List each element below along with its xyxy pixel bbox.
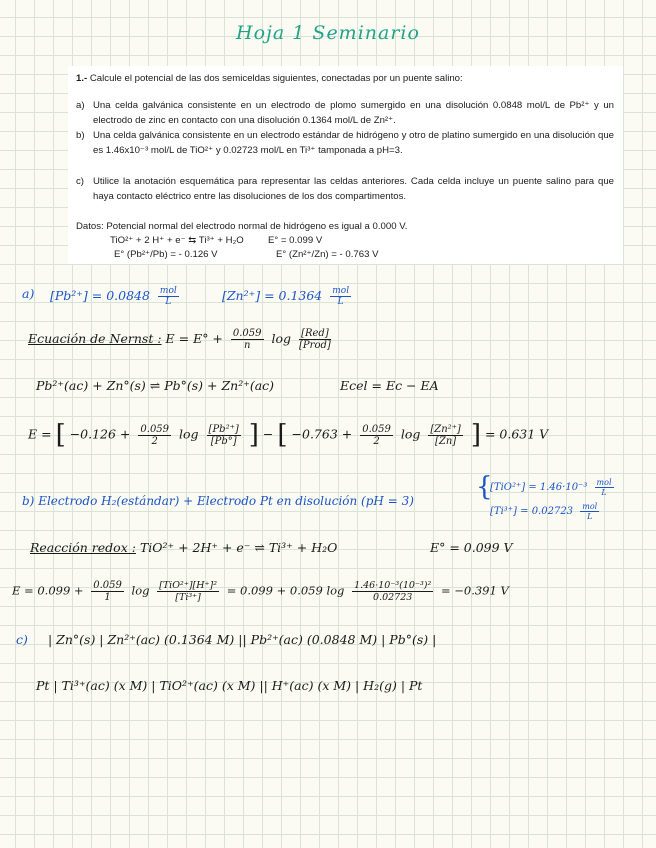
- calc-a-mid: −: [262, 426, 274, 442]
- datos-zn-e0: E° (Zn²⁺/Zn) = - 0.763 V: [276, 249, 379, 260]
- note-b-text: Electrodo H₂(estándar) + Electrodo Pt en disolución (pH = 3): [38, 494, 414, 508]
- unit-den: L: [601, 488, 607, 497]
- calc-b-frac2: [352, 580, 433, 603]
- datos-intro: Datos: Potencial normal del electrodo normal de hidrógeno es igual a 0.000 V.: [76, 221, 408, 232]
- item-c: [76, 175, 614, 204]
- datos-pb-e0: E° (Pb²⁺/Pb) = - 0.126 V: [114, 249, 218, 260]
- calc-b-frac-den: 1: [104, 592, 111, 603]
- redox-line: [30, 540, 337, 555]
- bracket-close-1: ]: [248, 420, 259, 450]
- calc-b-log: log: [131, 583, 150, 598]
- calc-b: [12, 580, 509, 603]
- problem-text: Calcule el potencial de las dos semiceldas siguientes, conectadas por un puente salino:: [89, 73, 463, 84]
- nernst-log-den: [Prod]: [299, 340, 331, 351]
- nernst-log-num: [Red]: [299, 328, 331, 340]
- redox-label: Reacción redox :: [30, 540, 136, 555]
- note-c-label: c): [16, 632, 28, 647]
- note-a-zn: [222, 286, 355, 307]
- calc-b-log-frac: [157, 580, 219, 603]
- calc-a-frac1-num: 0.059: [140, 423, 170, 435]
- nernst-log: log: [271, 331, 292, 346]
- calc-a-log1: log: [179, 426, 199, 442]
- datos-reaction: TiO²⁺ + 2 H⁺ + e⁻ ⇆ Ti³⁺ + H₂O: [110, 235, 244, 246]
- note-c-line1: | Zn°(s) | Zn²⁺(ac) (0.1364 M) || Pb²⁺(ac) (0.0848 M) | Pb°(s) |: [48, 632, 437, 647]
- ecel-eq: Ecel = Ec − EA: [340, 378, 439, 393]
- calc-a-frac2: [360, 424, 393, 447]
- calc-a-log1-den: [Pb°]: [210, 435, 237, 447]
- calc-a-frac2-num: 0.059: [362, 423, 391, 435]
- note-a-label: a): [22, 286, 35, 301]
- nernst-log-frac: [299, 328, 331, 351]
- calc-a-result: = 0.631 V: [484, 426, 549, 442]
- problem-statement: [76, 72, 616, 87]
- note-b-tio-text: [TiO²⁺] = 1.46·10⁻³: [490, 482, 588, 493]
- item-b: [76, 129, 614, 158]
- calc-b-log-den: [Ti³⁺]: [175, 592, 201, 603]
- nernst-frac-num: 0.059: [232, 328, 262, 339]
- note-b-tio-unit: [595, 478, 614, 497]
- reaction-a: Pb²⁺(ac) + Zn°(s) ⇌ Pb°(s) + Zn²⁺(ac): [36, 378, 275, 393]
- item-a-text: Una celda galvánica consistente en un electrodo de plomo sumergido en una disolución 0.0848 mol/L de Pb²⁺ y un electrodo de zinc en contacto con una disolución 0.1364 mol/L de Zn²⁺.: [93, 100, 614, 126]
- unit-den: L: [587, 512, 593, 521]
- note-a-pb-unit: [158, 286, 179, 307]
- note-b-ti: [490, 502, 603, 521]
- item-c-text: Utilice la anotación esquemática para representar las celdas anteriores. Cada celda incluye un puente salino para que haya contacto eléctrico entre las disoluciones de los dos compartimentos.: [93, 176, 614, 202]
- item-a: [76, 99, 614, 128]
- note-a-zn-unit: [330, 286, 351, 307]
- calc-a-log1-num: [Pb²⁺]: [208, 423, 239, 435]
- calc-a-log2-num: [Zn²⁺]: [430, 423, 461, 435]
- calc-a-frac2-den: 2: [373, 435, 380, 447]
- page-title: Hoja 1 Seminario: [236, 22, 420, 44]
- nernst-line: [28, 328, 335, 351]
- bracket-open-1: [: [55, 420, 66, 450]
- note-b-line: [22, 494, 414, 508]
- calc-a-frac1: [138, 424, 171, 447]
- calc-b-frac: [91, 580, 124, 603]
- redox-eq: TiO²⁺ + 2H⁺ + e⁻ ⇌ Ti³⁺ + H₂O: [139, 540, 338, 555]
- note-b-ti-unit: [580, 502, 599, 521]
- problem-sheet: [68, 66, 623, 264]
- calc-b-frac2-num: 1.46·10⁻³(10⁻³)²: [354, 580, 432, 591]
- calc-a-log2-frac: [428, 424, 462, 447]
- calc-a: [28, 420, 548, 450]
- nernst-lhs: E = E° +: [165, 331, 223, 346]
- calc-a-log1-frac: [207, 424, 241, 447]
- bracket-open-2: [: [277, 420, 288, 450]
- note-a-pb: [50, 286, 183, 307]
- item-b-label: b): [76, 130, 85, 141]
- calc-a-e: E =: [28, 426, 52, 442]
- bracket-close-2: ]: [470, 420, 481, 450]
- item-a-label: a): [76, 100, 85, 111]
- calc-b-log-num: [TiO²⁺][H⁺]²: [159, 580, 218, 591]
- note-a-zn-text: [Zn²⁺] = 0.1364: [222, 288, 323, 303]
- brace-icon: {: [476, 472, 493, 502]
- note-b-label: b): [22, 494, 35, 508]
- calc-a-frac1-den: 2: [151, 435, 158, 447]
- calc-a-first: −0.126 +: [69, 426, 131, 442]
- problem-number: 1.-: [76, 73, 88, 84]
- datos-reaction-e0: E° = 0.099 V: [268, 235, 323, 246]
- nernst-frac: [231, 328, 264, 351]
- calc-b-frac-num: 0.059: [93, 580, 122, 591]
- redox-e0: E° = 0.099 V: [430, 540, 513, 555]
- unit-den: L: [165, 297, 172, 307]
- note-a-pb-text: [Pb²⁺] = 0.0848: [50, 288, 150, 303]
- calc-a-log2: log: [400, 426, 421, 442]
- unit-num: mol: [596, 478, 612, 487]
- item-c-label: c): [76, 176, 84, 187]
- unit-num: mol: [332, 286, 350, 296]
- calc-a-second: −0.763 +: [291, 426, 353, 442]
- unit-num: mol: [582, 502, 598, 511]
- note-c-line2: Pt | Ti³⁺(ac) (x M) | TiO²⁺(ac) (x M) || H⁺(ac) (x M) | H₂(g) | Pt: [36, 678, 423, 693]
- unit-den: L: [337, 297, 344, 307]
- calc-a-log2-den: [Zn]: [435, 435, 457, 447]
- unit-num: mol: [159, 286, 177, 296]
- calc-b-mid: = 0.099 + 0.059 log: [226, 583, 345, 598]
- nernst-frac-den: n: [243, 340, 251, 351]
- item-b-text: Una celda galvánica consistente en un electrodo estándar de hidrógeno y otro de platino sumergido en una disolución que es 1.46x10⁻³ mol/L de TiO²⁺ y 0.02723 mol/L en Ti³⁺ tamponada a pH=3.: [93, 130, 614, 156]
- note-b-ti-text: [Ti³⁺] = 0.02723: [490, 506, 574, 517]
- note-b-tio: [490, 478, 618, 497]
- calc-b-result: = −0.391 V: [440, 583, 509, 598]
- nernst-label: Ecuación de Nernst :: [28, 331, 162, 346]
- calc-b-frac2-den: 0.02723: [373, 592, 413, 603]
- calc-b-lhs: E = 0.099 +: [12, 583, 84, 598]
